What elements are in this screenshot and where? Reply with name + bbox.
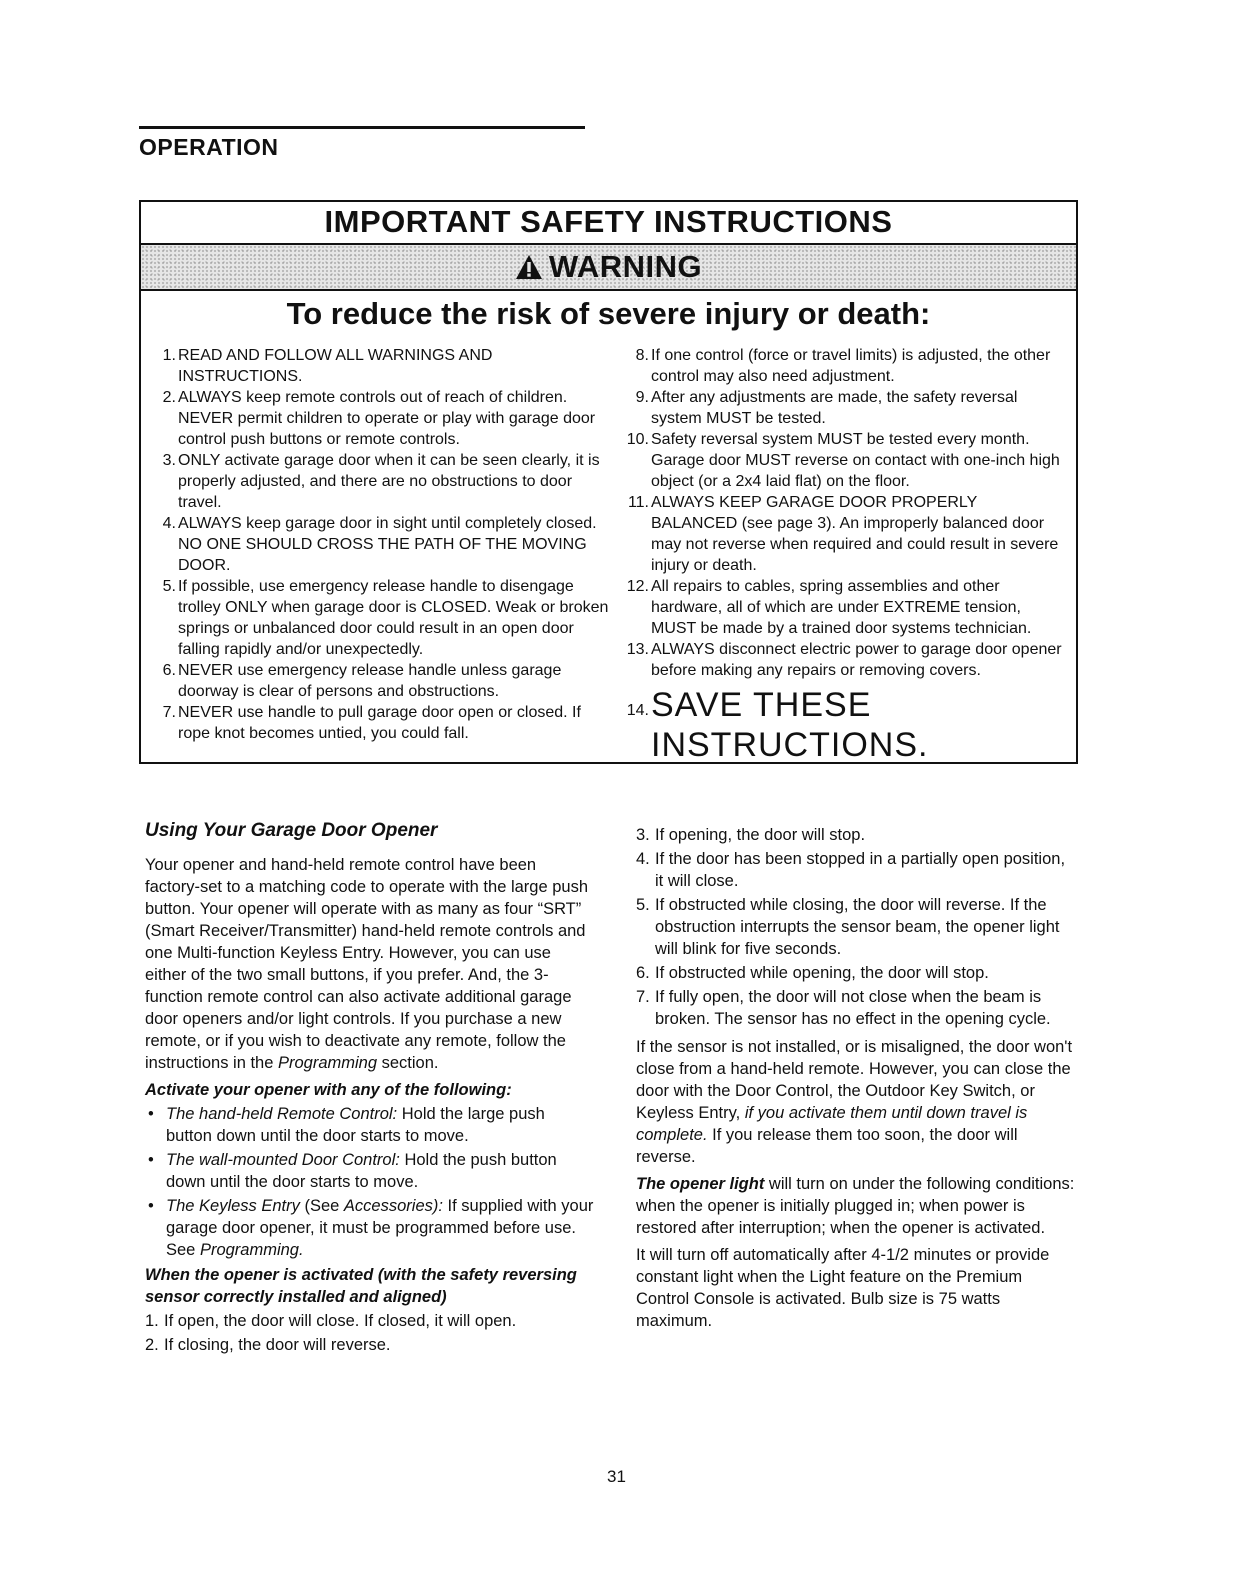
operation-step: 6. If obstructed while opening, the door will stop. — [636, 964, 989, 982]
safety-item: 5. If possible, use emergency release handle to disengage trolley ONLY when garage door is CLOSED. Weak or broken springs or unbalanced door could result in an open door falling rapidly and/or unexpectedly. — [162, 578, 609, 658]
using-opener-title: Using Your Garage Door Opener — [145, 820, 438, 841]
safety-item: 8. If one control (force or travel limits) is adjusted, the other control may also need adjustment. — [635, 347, 1051, 385]
safety-list-left — [155, 345, 610, 744]
save-item-number: 14. — [626, 702, 649, 719]
safety-item: 9. After any adjustments are made, the safety reversal system MUST be tested. — [635, 389, 1018, 427]
safety-item: 6. NEVER use emergency release handle unless garage doorway is clear of persons and obstructions. — [162, 662, 562, 700]
safety-item: 4. ALWAYS keep garage door in sight until completely closed. NO ONE SHOULD CROSS THE PATH OF THE MOVING DOOR. — [162, 515, 597, 574]
operation-step: 7. If fully open, the door will not close when the beam is broken. The sensor has no effect in the opening cycle. — [636, 988, 1051, 1028]
save-instructions-text: SAVE THESE INSTRUCTIONS. — [651, 686, 929, 764]
section-rule — [139, 126, 585, 129]
using-opener-column — [145, 820, 595, 1358]
light-off-paragraph: It will turn off automatically after 4-1/2 minutes or provide constant light when the Light feature on the Premium Control Console is activated. Bulb size is 75 watts maximum. — [636, 1246, 1050, 1330]
operation-step: 3. If opening, the door will stop. — [636, 826, 866, 844]
safety-item: 1. READ AND FOLLOW ALL WARNINGS AND INSTRUCTIONS. — [162, 347, 493, 385]
operation-step: 1. If open, the door will close. If closed, it will open. — [145, 1312, 517, 1330]
sensor-paragraph: If the sensor is not installed, or is misaligned, the door won't close from a hand-held remote. However, you can close the door with the Door Control, the Outdoor Key Switch, or Keyless Entry, if you activate them until down travel is complete. If you release them too soon, the door will reverse. — [636, 1038, 1073, 1166]
section-title: OPERATION — [139, 134, 279, 160]
safety-instructions-box — [139, 200, 1078, 764]
operation-step: 5. If obstructed while closing, the door will reverse. If the obstruction interrupts the sensor beam, the opener light will blink for five seconds. — [636, 896, 1060, 958]
box-subheading: To reduce the risk of severe injury or death: — [286, 296, 931, 331]
safety-item: 2. ALWAYS keep remote controls out of reach of children. NEVER permit children to operate or play with garage door control push buttons or remote controls. — [162, 389, 596, 448]
operation-right-column — [636, 824, 1076, 1337]
activate-bullet: • The wall-mounted Door Control: Hold the push button down until the door starts to move. — [148, 1151, 557, 1191]
operation-step: 4. If the door has been stopped in a partially open position, it will close. — [636, 850, 1066, 890]
safety-list-right — [615, 345, 1065, 764]
page-number: 31 — [607, 1467, 626, 1486]
safety-item: 10. Safety reversal system MUST be tested every month. Garage door MUST reverse on contact with one-inch high object (or a 2x4 laid flat) on the floor. — [626, 431, 1060, 490]
warning-band — [141, 243, 1076, 291]
intro-paragraph: Your opener and hand-held remote control have been factory-set to a matching code to operate with the large push button. Your opener will operate with as many as four “SRT” (Smart Receiver/Transmitter) hand-held remote controls and one Multi-function Keyless Entry. However, you can use either of the two small buttons, if you prefer. And, the 3-function remote control can also activate additional garage door openers and/or light controls. If you purchase a new remote, or if you wish to deactivate any remote, follow the instructions in the Programming section. — [145, 856, 589, 1072]
safety-item: 7. NEVER use handle to pull garage door open or closed. If rope knot becomes untied, you could fall. — [162, 704, 581, 742]
activate-bullet: • The Keyless Entry (See Accessories): If supplied with your garage door opener, it must be programmed before use. See Programming. — [148, 1197, 594, 1259]
safety-item: 3. ONLY activate garage door when it can be seen clearly, it is properly adjusted, and there are no obstructions to door travel. — [162, 452, 600, 511]
safety-item: 13. ALWAYS disconnect electric power to garage door opener before making any repairs or removing covers. — [626, 641, 1062, 679]
safety-item: 12. All repairs to cables, spring assemblies and other hardware, all of which are under EXTREME tension, MUST be made by a trained door systems technician. — [626, 578, 1032, 637]
warning-label: WARNING — [548, 249, 703, 284]
activate-bullet: • The hand-held Remote Control: Hold the large push button down until the door starts to move. — [148, 1105, 545, 1145]
safety-item: 11. ALWAYS KEEP GARAGE DOOR PROPERLY BALANCED (see page 3). An improperly balanced door may not reverse when required and could result in severe injury or death. — [627, 494, 1059, 574]
save-instructions-line — [615, 685, 1065, 764]
when-activated-heading: When the opener is activated (with the safety reversing sensor correctly installed and aligned) — [145, 1266, 577, 1306]
opener-light-paragraph: The opener light will turn on under the following conditions: when the opener is initially plugged in; when power is restored after interruption; when the opener is activated. — [636, 1175, 1075, 1237]
activate-heading: Activate your opener with any of the following: — [145, 1081, 512, 1099]
box-heading: IMPORTANT SAFETY INSTRUCTIONS — [324, 204, 893, 239]
warning-triangle-icon — [515, 254, 543, 280]
operation-step: 2. If closing, the door will reverse. — [145, 1336, 391, 1354]
